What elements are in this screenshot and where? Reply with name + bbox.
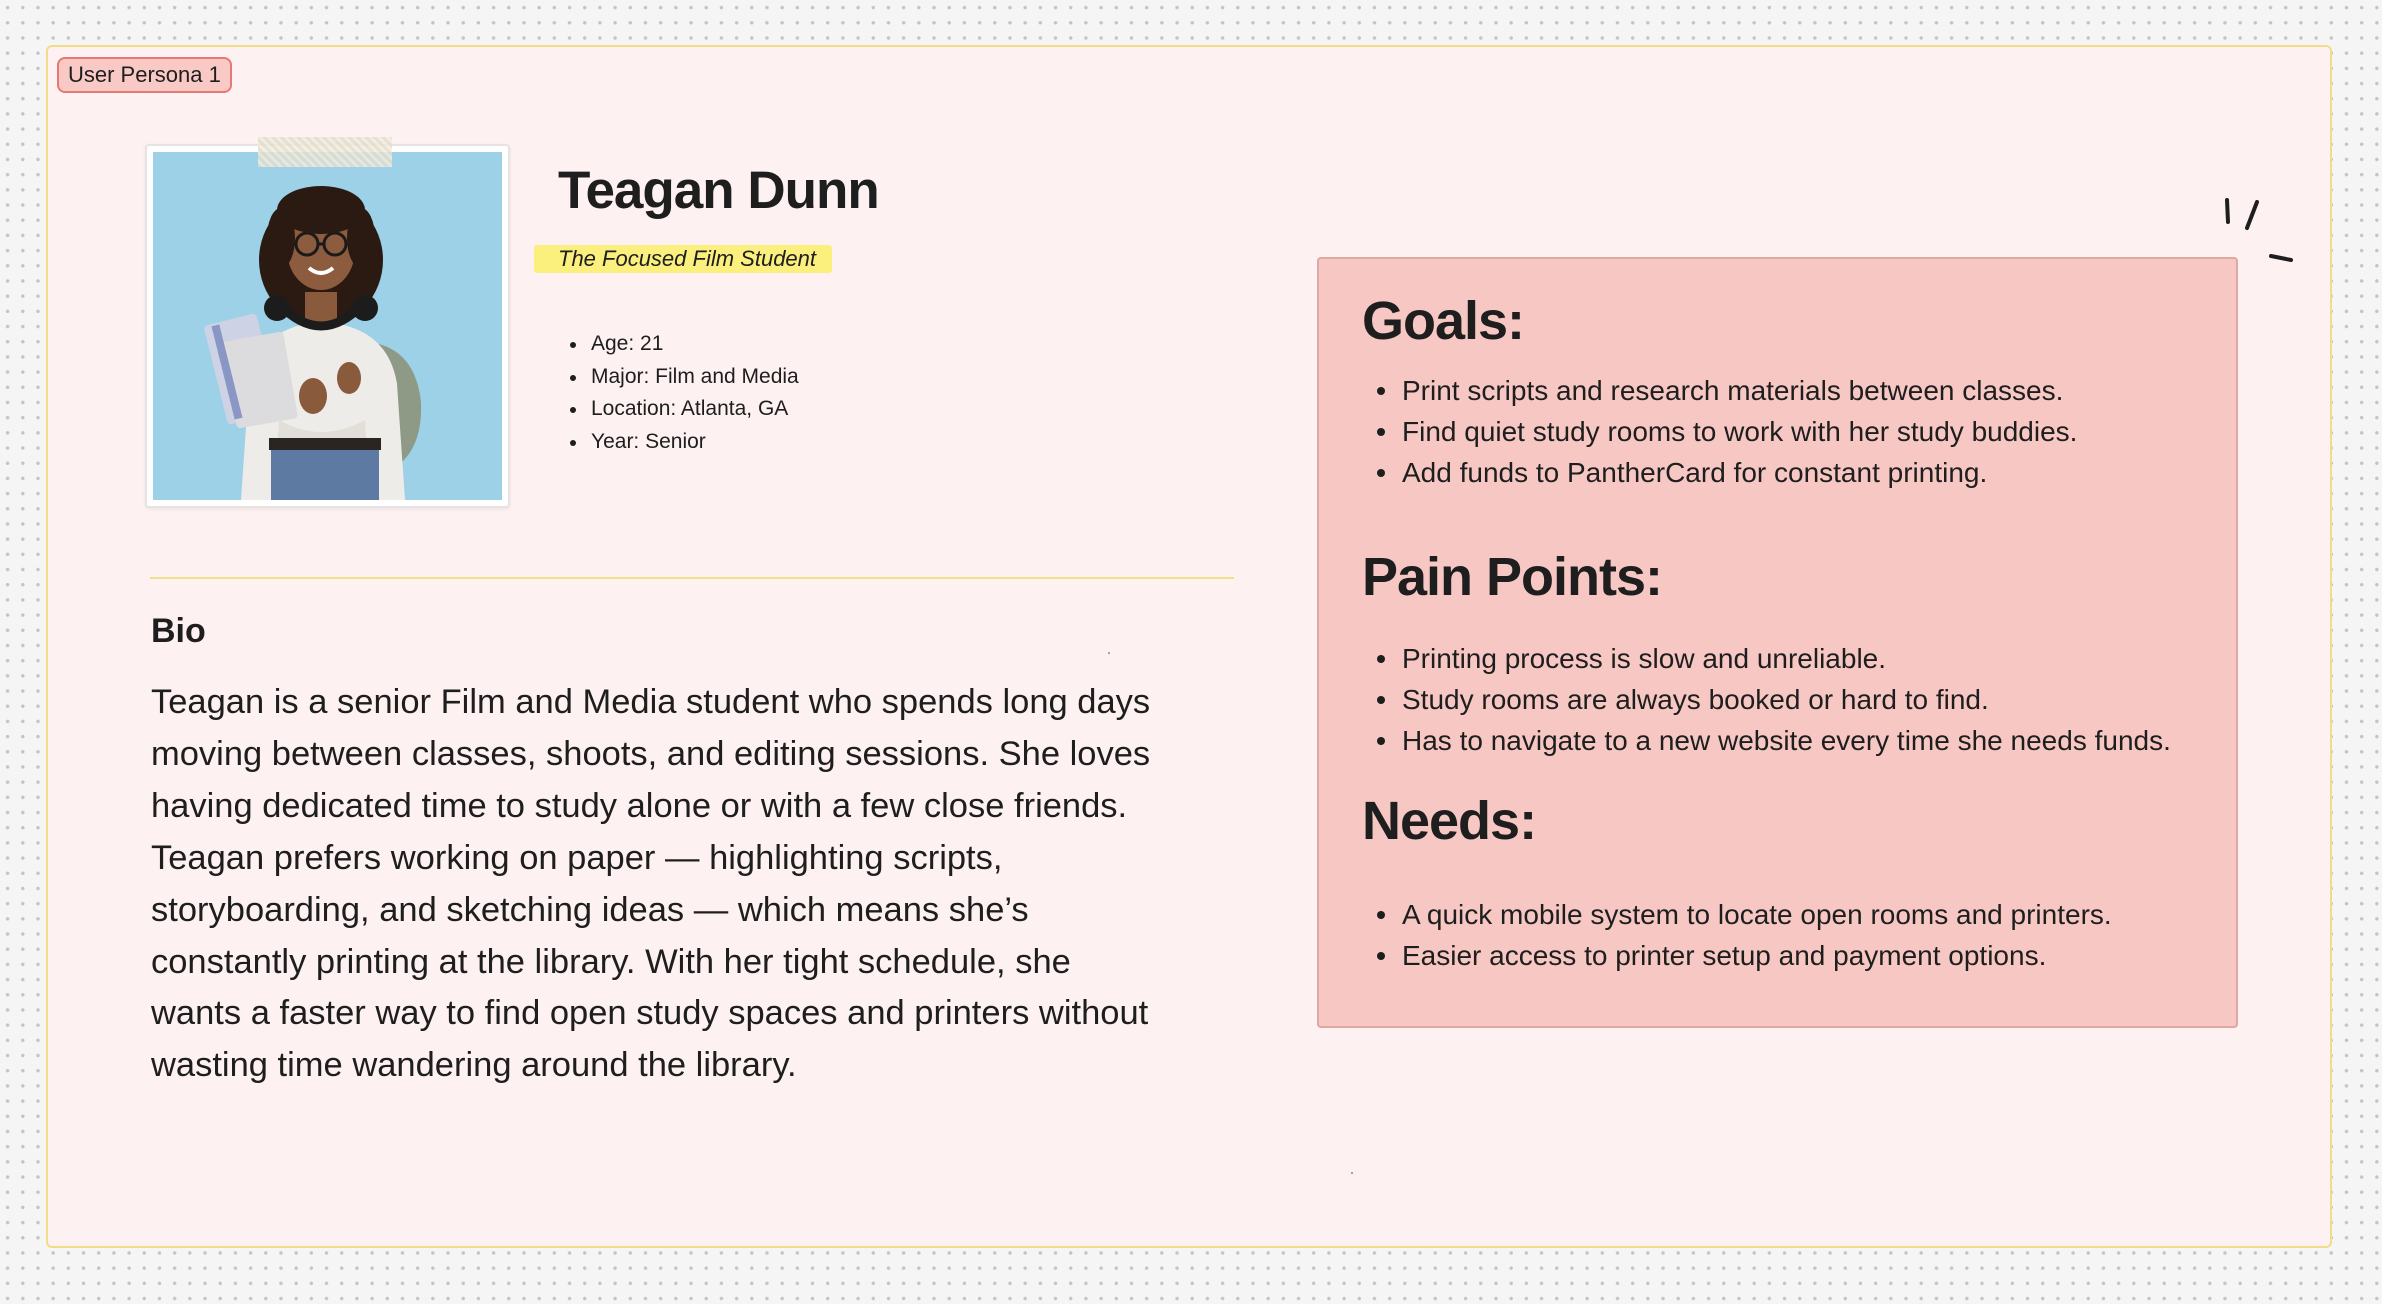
bio-line: wants a faster way to find open study spaces and printers without xyxy=(151,994,1149,1033)
goal-item: Find quiet study rooms to work with her study buddies. xyxy=(1362,411,2077,452)
goals-list[interactable] xyxy=(1362,370,2077,493)
fact-age: Age: 21 xyxy=(565,328,799,361)
fact-location: Location: Atlanta, GA xyxy=(565,393,799,426)
bio-line: storyboarding, and sketching ideas — which means she’s xyxy=(151,890,1029,929)
student-photo-illustration xyxy=(153,152,502,500)
goal-item: Add funds to PantherCard for constant printing. xyxy=(1362,452,2077,493)
section-label[interactable]: User Persona 1 xyxy=(57,57,232,93)
need-item: A quick mobile system to locate open rooms and printers. xyxy=(1362,894,2112,935)
bio-line: Teagan prefers working on paper — highlighting scripts, xyxy=(151,838,1003,877)
needs-heading[interactable]: Needs: xyxy=(1362,791,1537,851)
persona-name[interactable]: Teagan Dunn xyxy=(558,161,879,220)
bio-line: wasting time wandering around the library. xyxy=(151,1046,797,1085)
goals-heading[interactable]: Goals: xyxy=(1362,291,1525,351)
fact-year: Year: Senior xyxy=(565,426,799,459)
goal-item: Print scripts and research materials between classes. xyxy=(1362,370,2077,411)
pain-point-item: Printing process is slow and unreliable. xyxy=(1362,638,2171,679)
bio-line: having dedicated time to study alone or with a few close friends. xyxy=(151,786,1128,825)
need-item: Easier access to printer setup and payment options. xyxy=(1362,935,2112,976)
section-divider xyxy=(150,577,1234,579)
fact-major: Major: Film and Media xyxy=(565,361,799,394)
pain-point-item: Has to navigate to a new website every time she needs funds. xyxy=(1362,720,2171,761)
stray-dot xyxy=(1108,652,1110,654)
persona-tagline[interactable]: The Focused Film Student xyxy=(534,245,832,273)
bio-line: constantly printing at the library. With her tight schedule, she xyxy=(151,942,1071,981)
persona-facts[interactable] xyxy=(565,328,799,458)
persona-photo-card[interactable] xyxy=(145,144,510,508)
needs-list[interactable] xyxy=(1362,894,2112,976)
pain-points-list[interactable] xyxy=(1362,638,2171,761)
bio-line: moving between classes, shoots, and editing sessions. She loves xyxy=(151,734,1151,773)
stray-dot xyxy=(1351,1172,1353,1174)
bio-line: Teagan is a senior Film and Media student who spends long days xyxy=(151,683,1151,721)
sparkle-accent-icon xyxy=(2215,190,2295,270)
tape-icon xyxy=(258,137,392,167)
bio-text[interactable] xyxy=(151,677,1251,1092)
bio-heading[interactable]: Bio xyxy=(151,612,206,650)
persona-photo xyxy=(153,152,502,500)
pain-points-heading[interactable]: Pain Points: xyxy=(1362,547,1663,607)
pain-point-item: Study rooms are always booked or hard to find. xyxy=(1362,679,2171,720)
